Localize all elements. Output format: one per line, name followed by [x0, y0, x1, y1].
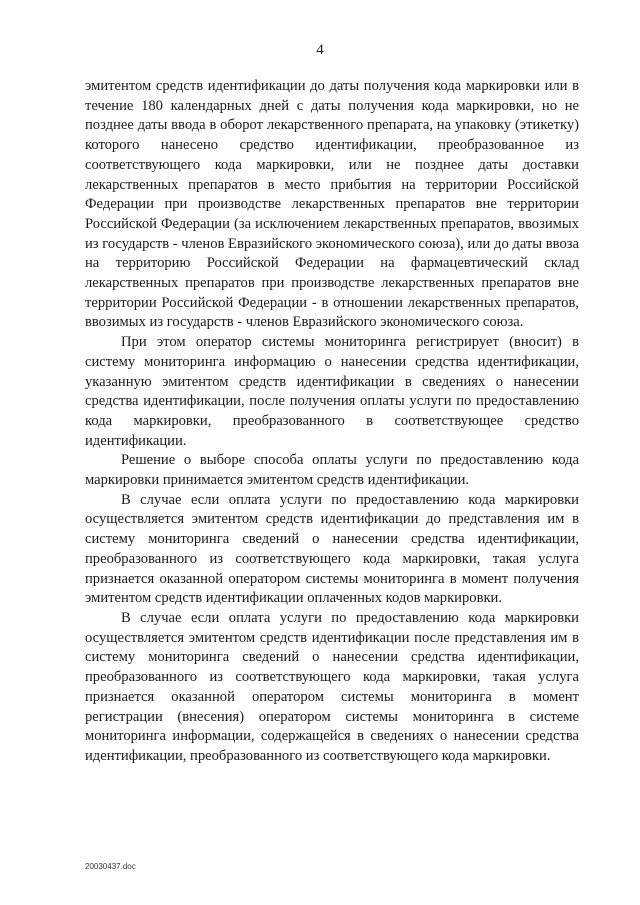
paragraph-postpayment-case: В случае если оплата услуги по предоставлению кода маркировки осуществляется эмитентом средств идентификации после представления им в систему мониторинга сведений о нанесении средства идентификации, преобразованного из соответствующего кода маркировки, такая услуга признается оказанной оператором системы мониторинга в момент регистрации (внесения) оператором системы мониторинга в системе мониторинга информации, содержащейся в сведениях о нанесении средства идентификации, преобразованного из соответствующего кода маркировки.: [85, 609, 579, 764]
document-filename-footer: 20030437.doc: [85, 862, 136, 871]
paragraph-registration: При этом оператор системы мониторинга регистрирует (вносит) в систему мониторинга информацию о нанесении средства идентификации, указанную эмитентом средств идентификации в сведениях о нанесении средства идентификации, после получения оплаты услуги по предоставлению кода маркировки, преобразованного в соответствующее средство идентификации.: [85, 334, 579, 449]
document-body: [85, 77, 579, 767]
paragraph-payment-decision: Решение о выборе способа оплаты услуги по предоставлению кода маркировки принимается эмитентом средств идентификации.: [85, 452, 579, 489]
paragraph-continuation: эмитентом средств идентификации до даты получения кода маркировки или в течение 180 календарных дней с даты получения кода маркировки, но не позднее даты ввода в оборот лекарственного препарата, на упаковку (этикетку) которого нанесено средство идентификации, преобразованное из соответствующего кода маркировки, или не позднее даты доставки лекарственных препаратов в место прибытия на территории Российской Федерации при производстве лекарственных препаратов вне территории Российской Федерации (за исключением лекарственных препаратов, ввозимых из государств - членов Евразийского экономического союза), или до даты ввоза на территорию Российской Федерации на фармацевтический склад лекарственных препаратов при производстве лекарственных препаратов вне территории Российской Федерации - в отношении лекарственных препаратов, ввозимых из государств - членов Евразийского экономического союза.: [85, 78, 579, 331]
page-number: 4: [316, 42, 324, 58]
paragraph-prepayment-case: В случае если оплата услуги по предоставлению кода маркировки осуществляется эмитентом средств идентификации до представления им в систему мониторинга сведений о нанесении средства идентификации, преобразованного из соответствующего кода маркировки, такая услуга признается оказанной оператором системы мониторинга в момент получения эмитентом средств идентификации оплаченных кодов маркировки.: [85, 491, 579, 607]
